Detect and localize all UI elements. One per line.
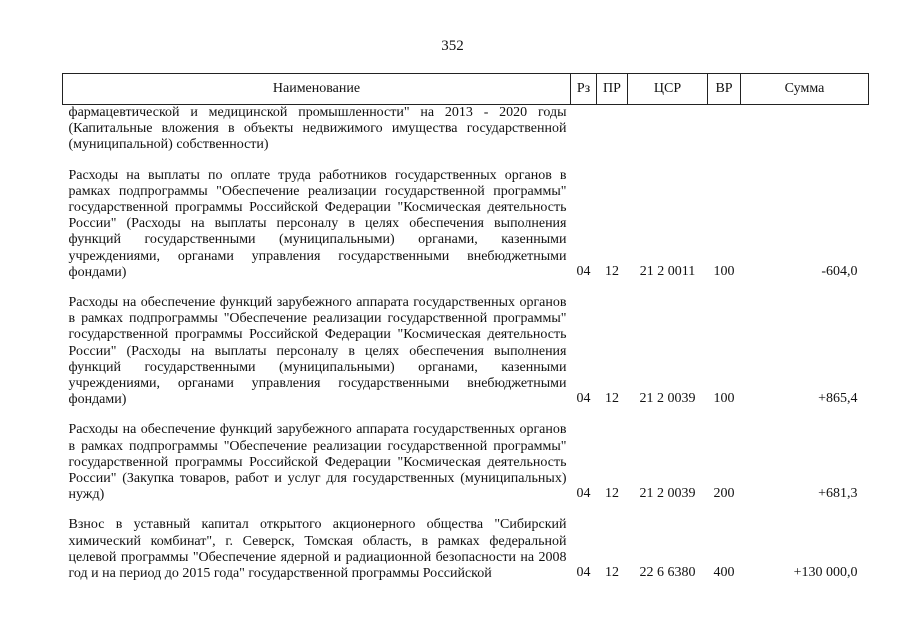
row-sum: +681,3 bbox=[818, 486, 858, 502]
row-name: Взнос в уставный капитал открытого акционерного общества "Сибирский химический комбинат", г. Северск, Томская область, в рамках федеральной целевой программы "Обеспечение ядерной и радиационной безопасности на 2008 год и на период до 2015 года" государственной программы Российской bbox=[68, 517, 567, 582]
table-row bbox=[63, 422, 869, 503]
row-name: Расходы на обеспечение функций зарубежного аппарата государственных органов в рамках подпрограммы "Обеспечение реализации государственной программы" государственной программы Российской Федерации "Космическая деятельность России" (Закупка товаров, работ и услуг для государственных (муниципальных) нужд) bbox=[68, 422, 567, 503]
row-pr: 12 bbox=[605, 565, 619, 581]
page-number: 352 bbox=[441, 38, 464, 54]
row-pr bbox=[597, 105, 628, 154]
table-row bbox=[63, 105, 869, 154]
column-header-sum: Сумма bbox=[741, 74, 869, 105]
row-rz: 04 bbox=[576, 264, 591, 280]
row-csr bbox=[628, 105, 708, 154]
row-rz: 04 bbox=[576, 486, 591, 502]
row-spacer bbox=[63, 154, 869, 168]
row-rz: 04 bbox=[576, 565, 591, 581]
budget-table bbox=[62, 73, 869, 582]
row-sum: +130 000,0 bbox=[793, 565, 858, 581]
row-vr: 200 bbox=[713, 486, 735, 502]
row-name: фармацевтической и медицинской промышленности" на 2013 - 2020 годы (Капитальные вложения в объекты недвижимого имущества государственной (муниципальной) собственности) bbox=[68, 105, 567, 153]
row-sum bbox=[741, 105, 869, 154]
row-vr: 100 bbox=[713, 264, 735, 280]
row-csr: 21 2 0011 bbox=[639, 264, 696, 280]
column-header-rz: Рз bbox=[571, 74, 597, 105]
column-header-csr: ЦСР bbox=[628, 74, 708, 105]
table-row bbox=[63, 295, 869, 408]
row-csr: 22 6 6380 bbox=[639, 565, 696, 581]
row-vr bbox=[708, 105, 741, 154]
row-spacer bbox=[63, 503, 869, 517]
row-sum: -604,0 bbox=[821, 264, 858, 280]
column-header-vr: ВР bbox=[708, 74, 741, 105]
row-pr: 12 bbox=[605, 264, 619, 280]
table-row bbox=[63, 168, 869, 281]
column-header-pr: ПР bbox=[597, 74, 628, 105]
table-header-row bbox=[63, 74, 869, 105]
row-pr: 12 bbox=[605, 391, 619, 407]
row-spacer bbox=[63, 408, 869, 422]
column-header-name: Наименование bbox=[63, 74, 571, 105]
row-rz: 04 bbox=[576, 391, 591, 407]
row-rz bbox=[571, 105, 597, 154]
row-name: Расходы на выплаты по оплате труда работников государственных органов в рамках подпрограммы "Обеспечение реализации государственной программы" государственной программы Российской Федерации "Космическая деятельность России" (Расходы на выплаты персоналу в целях обеспечения выполнения функций государственными (муниципальными) органами, казенными учреждениями, органами управления государственными внебюджетными фондами) bbox=[68, 167, 567, 280]
table-row bbox=[63, 517, 869, 582]
row-csr: 21 2 0039 bbox=[639, 391, 696, 407]
row-spacer bbox=[63, 281, 869, 295]
row-csr: 21 2 0039 bbox=[639, 486, 696, 502]
row-sum: +865,4 bbox=[818, 391, 858, 407]
row-vr: 100 bbox=[713, 391, 735, 407]
row-name: Расходы на обеспечение функций зарубежного аппарата государственных органов в рамках подпрограммы "Обеспечение реализации государственной программы" государственной программы Российской Федерации "Космическая деятельность России" (Расходы на выплаты персоналу в целях обеспечения выполнения функций государственными (муниципальными) органами, казенными учреждениями, органами управления государственными внебюджетными фондами) bbox=[68, 295, 567, 408]
row-vr: 400 bbox=[713, 565, 735, 581]
row-pr: 12 bbox=[605, 486, 619, 502]
